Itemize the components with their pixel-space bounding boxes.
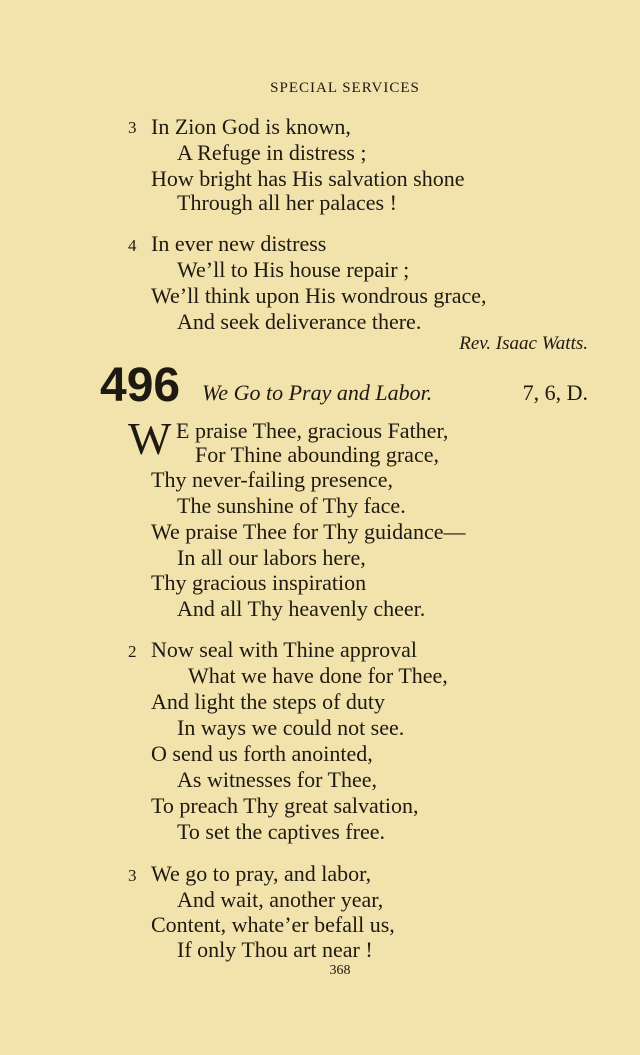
- verse-line: For Thine abounding grace,: [195, 442, 439, 467]
- verse-line: In ever new distress: [151, 231, 327, 256]
- verse-line: And light the steps of duty: [151, 689, 386, 714]
- verse-line: Now seal with Thine approval: [151, 637, 417, 662]
- verse-line: O send us forth anointed,: [151, 741, 373, 766]
- verse-line: If only Thou art near !: [177, 937, 373, 962]
- verse-line: We go to pray, and labor,: [151, 861, 372, 886]
- verse-line: How bright has His salvation shone: [151, 166, 465, 191]
- verse-line: To set the captives free.: [177, 819, 385, 844]
- verse-line: We’ll to His house repair ;: [177, 257, 410, 282]
- page-number: 368: [329, 963, 351, 978]
- verse-line: Through all her palaces !: [177, 190, 397, 215]
- verse-line: In ways we could not see.: [177, 715, 405, 740]
- verse-number: 4: [128, 236, 137, 255]
- verse-line: Thy gracious inspiration: [151, 570, 367, 595]
- verse-line: And all Thy heavenly cheer.: [177, 596, 426, 621]
- hymn-title: We Go to Pray and Labor.: [202, 380, 433, 405]
- author-attribution: Rev. Isaac Watts.: [459, 333, 588, 354]
- verse-line: As witnesses for Thee,: [177, 767, 377, 792]
- verse-line: What we have done for Thee,: [188, 663, 448, 688]
- drop-cap: W: [128, 413, 172, 464]
- verse-line: In all our labors here,: [177, 545, 366, 570]
- running-head: SPECIAL SERVICES: [270, 80, 420, 96]
- verse-number: 2: [128, 642, 137, 661]
- verse-line: Thy never-failing presence,: [151, 467, 394, 492]
- hymn-number: 496: [100, 359, 181, 412]
- verse-line: A Refuge in distress ;: [177, 140, 367, 165]
- hymn-meter: 7, 6, D.: [522, 380, 588, 405]
- verse-number: 3: [128, 118, 137, 137]
- verse-line: And wait, another year,: [177, 887, 384, 912]
- verse-line: The sunshine of Thy face.: [177, 493, 406, 518]
- verse-line: And seek deliverance there.: [177, 309, 422, 334]
- verse-line: E praise Thee, gracious Father,: [176, 418, 449, 443]
- verse-line: We’ll think upon His wondrous grace,: [151, 283, 487, 308]
- verse-number: 3: [128, 866, 137, 885]
- verse-line: In Zion God is known,: [151, 114, 351, 139]
- verse-line: To preach Thy great salvation,: [151, 793, 419, 818]
- verse-line: We praise Thee for Thy guidance—: [151, 519, 466, 544]
- verse-line: Content, whate’er befall us,: [151, 912, 395, 937]
